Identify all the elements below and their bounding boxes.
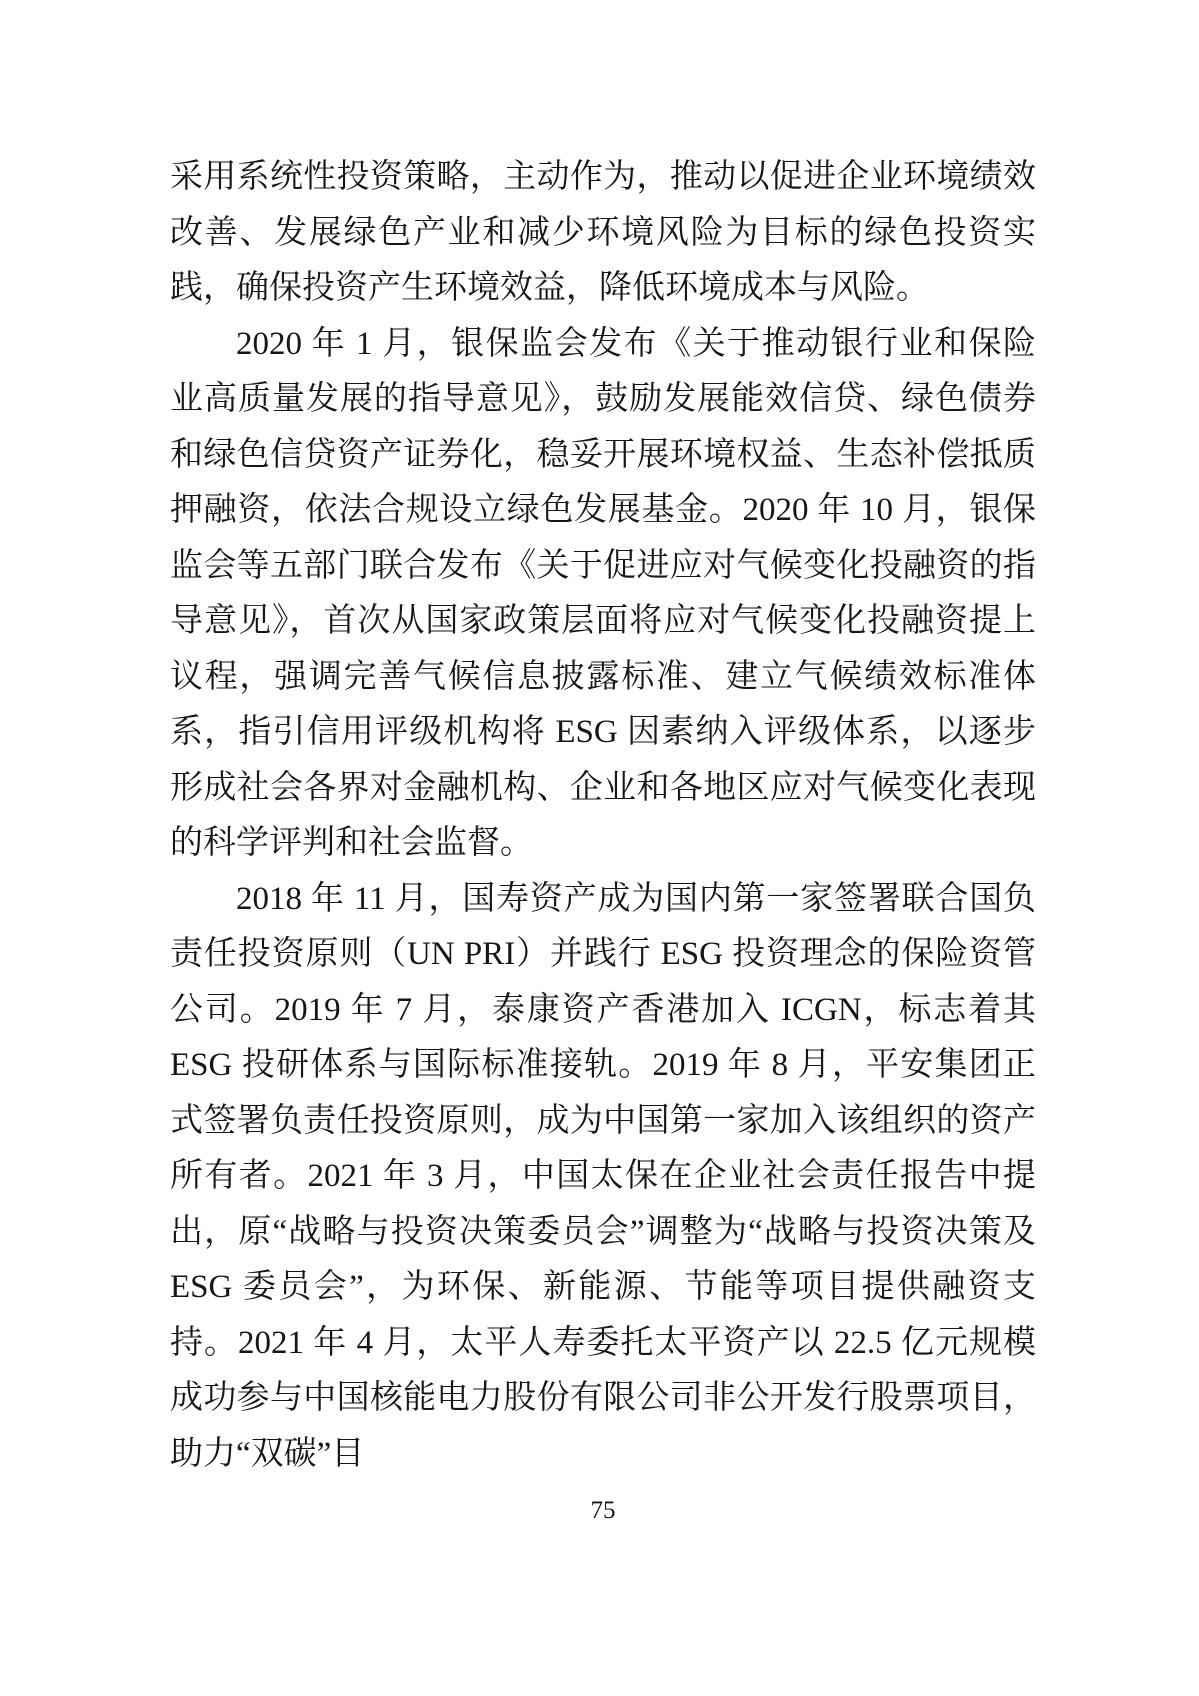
body-text	[170, 150, 1036, 1482]
paragraph-1: 采用系统性投资策略，主动作为，推动以促进企业环境绩效改善、发展绿色产业和减少环境风险为目标的绿色投资实践，确保投资产生环境效益，降低环境成本与风险。	[170, 159, 1036, 306]
paragraph-3: 2018 年 11 月，国寿资产成为国内第一家签署联合国负责任投资原则（UN PRI）并践行 ESG 投资理念的保险资管公司。2019 年 7 月，泰康资产香港加入 ICGN，标志着其 ESG 投研体系与国际标准接轨。2019 年 8 月，平安集团正式签署负责任投资原则，成为中国第一家加入该组织的资产所有者。2021 年 3 月，中国太保在企业社会责任报告中提出，原“战略与投资决策委员会”调整为“战略与投资决策及 ESG 委员会”，为环保、新能源、节能等项目提供融资支持。2021 年 4 月，太平人寿委托太平资产以 22.5 亿元规模成功参与中国核能电力股份有限公司非公开发行股票项目，助力“双碳”目	[170, 880, 1036, 1472]
page-number: 75	[590, 1497, 616, 1524]
paragraph-2: 2020 年 1 月，银保监会发布《关于推动银行业和保险业高质量发展的指导意见》，鼓励发展能效信贷、绿色债券和绿色信贷资产证券化，稳妥开展环境权益、生态补偿抵质押融资，依法合规设立绿色发展基金。2020 年 10 月，银保监会等五部门联合发布《关于促进应对气候变化投融资的指导意见》，首次从国家政策层面将应对气候变化投融资提上议程，强调完善气候信息披露标准、建立气候绩效标准体系，指引信用评级机构将 ESG 因素纳入评级体系，以逐步形成社会各界对金融机构、企业和各地区应对气候变化表现的科学评判和社会监督。	[170, 325, 1036, 861]
